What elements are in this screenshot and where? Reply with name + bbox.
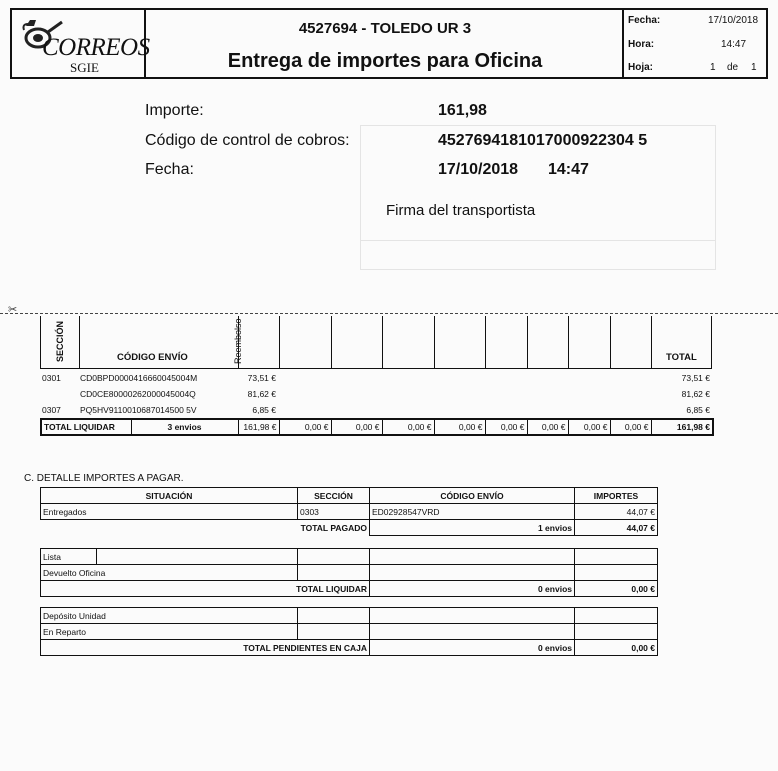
total-liquidar-envios: 0 envios — [370, 581, 575, 597]
row-reembolso: 81,62 € — [247, 389, 276, 399]
divider — [434, 316, 435, 368]
row-reembolso: 6,85 € — [252, 405, 276, 415]
hoja-value: 1 — [710, 62, 716, 73]
total-row — [41, 640, 658, 656]
table-row — [41, 624, 658, 640]
divider — [279, 316, 280, 368]
logo-area — [12, 10, 150, 77]
hoja-total: 1 — [751, 62, 757, 73]
control-value: 4527694181017000922304 5 — [438, 132, 648, 149]
section-c-title: C. DETALLE IMPORTES A PAGAR. — [24, 473, 184, 484]
receipt-fecha-label: Fecha: — [145, 161, 194, 178]
divider — [331, 316, 332, 368]
total-reembolso: 161,98 € — [238, 419, 279, 435]
total-row — [41, 581, 658, 597]
divider — [610, 316, 611, 368]
table-row — [40, 402, 712, 418]
row-reembolso: 73,51 € — [247, 373, 276, 383]
hoja-de: de — [727, 62, 739, 73]
entregados-seccion: 0303 — [298, 504, 370, 520]
divider — [382, 316, 383, 368]
row-codigo: CD0BPD0000416660045004M — [80, 373, 198, 383]
pendientes-table — [40, 607, 658, 656]
hoja-label: Hoja: — [628, 62, 653, 73]
row-seccion: 0307 — [42, 405, 61, 415]
payments-table — [40, 487, 658, 536]
office-code: 4527694 - TOLEDO UR 3 — [298, 20, 472, 37]
row-total: 73,51 € — [681, 373, 710, 383]
total-zero: 0,00 € — [279, 419, 331, 435]
scissors-icon: ✂ — [8, 304, 18, 316]
fecha-label: Fecha: — [628, 15, 661, 26]
total-pendientes-label: TOTAL PENDIENTES EN CAJA — [41, 640, 370, 656]
deposito-label: Depósito Unidad — [41, 608, 298, 624]
lista-label: Lista — [41, 549, 97, 565]
detail-total-table — [40, 418, 714, 436]
divider — [79, 316, 80, 368]
hora-label: Hora: — [628, 39, 655, 50]
total-pendientes-importe: 0,00 € — [575, 640, 658, 656]
table-row — [40, 370, 712, 386]
table-row — [41, 504, 658, 520]
col-total-header: TOTAL — [666, 352, 697, 363]
logo-subtitle: SGIE — [70, 60, 99, 75]
total-pagado-importe: 44,07 € — [575, 520, 658, 536]
reparto-label: En Reparto — [41, 624, 298, 640]
divider — [568, 316, 569, 368]
total-zero: 0,00 € — [434, 419, 485, 435]
divider — [527, 316, 528, 368]
col-reembolso-header: Reembolso — [233, 318, 243, 364]
page-title: Entrega de importes para Oficina — [227, 50, 543, 72]
hora-value: 14:47 — [721, 39, 747, 50]
total-label: TOTAL LIQUIDAR — [41, 419, 131, 435]
row-total: 81,62 € — [681, 389, 710, 399]
importe-label: Importe: — [145, 102, 204, 119]
control-label: Código de control de cobros: — [145, 132, 350, 149]
detail-header — [40, 316, 712, 368]
total-pendientes-envios: 0 envios — [370, 640, 575, 656]
row-total: 6,85 € — [686, 405, 710, 415]
bleed-line — [360, 240, 716, 241]
col-situacion-header: SITUACIÓN — [41, 488, 298, 504]
total-total: 161,98 € — [651, 419, 713, 435]
col-importes-header: IMPORTES — [575, 488, 658, 504]
total-row — [41, 520, 658, 536]
devuelto-label: Devuelto Oficina — [41, 565, 298, 581]
total-pagado-label: TOTAL PAGADO — [41, 520, 370, 536]
table-row — [40, 386, 712, 402]
total-row — [41, 419, 713, 435]
divider — [485, 316, 486, 368]
document-header — [10, 8, 768, 79]
meta-area — [624, 10, 766, 77]
table-header-row — [41, 488, 658, 504]
entregados-importe: 44,07 € — [575, 504, 658, 520]
total-liquidar-label: TOTAL LIQUIDAR — [41, 581, 370, 597]
table-row — [41, 565, 658, 581]
col-seccion-header: SECCIÓN — [298, 488, 370, 504]
logo-text: CORREOS — [42, 34, 150, 61]
table-row — [41, 608, 658, 624]
total-zero: 0,00 € — [382, 419, 434, 435]
total-liquidar-importe: 0,00 € — [575, 581, 658, 597]
total-zero: 0,00 € — [568, 419, 610, 435]
fecha-value: 17/10/2018 — [708, 15, 759, 26]
entregados-codigo: ED02928547VRD — [370, 504, 575, 520]
col-codigo-header: CÓDIGO ENVÍO — [370, 488, 575, 504]
total-zero: 0,00 € — [485, 419, 527, 435]
total-zero: 0,00 € — [331, 419, 382, 435]
detail-table — [40, 370, 712, 418]
table-row — [41, 549, 658, 565]
col-seccion-header: SECCIÓN — [55, 320, 65, 362]
total-zero: 0,00 € — [610, 419, 651, 435]
importe-value: 161,98 — [438, 102, 487, 119]
row-seccion — [40, 386, 78, 402]
receipt-hora-value: 14:47 — [548, 161, 589, 178]
title-area — [146, 10, 624, 77]
total-pagado-envios: 1 envios — [370, 520, 575, 536]
total-envios: 3 envios — [131, 419, 238, 435]
liquidar-table — [40, 548, 658, 597]
entregados-label: Entregados — [41, 504, 298, 520]
receipt-fecha-value: 17/10/2018 — [438, 161, 519, 178]
total-zero: 0,00 € — [527, 419, 568, 435]
row-seccion: 0301 — [42, 373, 61, 383]
divider — [40, 368, 712, 369]
row-codigo: CD0CE80000262000045004Q — [80, 389, 196, 399]
col-codigo-header: CÓDIGO ENVÍO — [117, 352, 188, 363]
tear-line — [0, 313, 778, 314]
row-codigo: PQ5HV9110010687014500 5V — [80, 405, 197, 415]
divider — [651, 316, 652, 368]
signature-label: Firma del transportista — [386, 202, 536, 219]
